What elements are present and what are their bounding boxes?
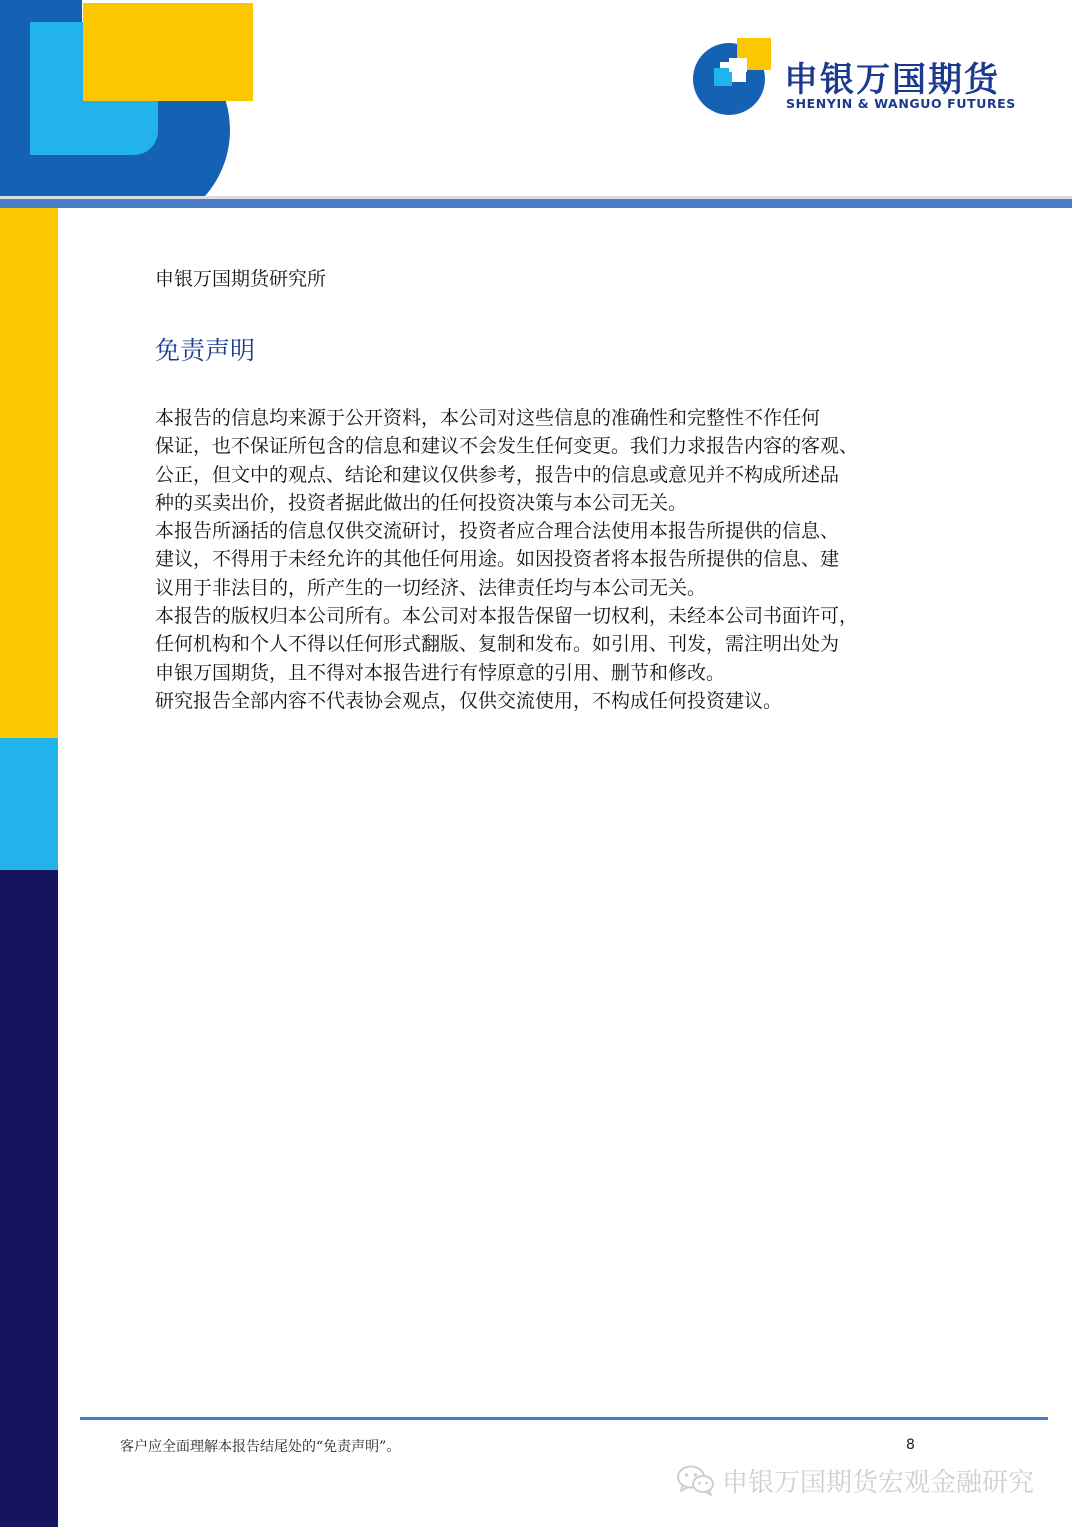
disclaimer-line: 议用于非法目的，所产生的一切经济、法律责任均与本公司无关。 [155, 576, 707, 599]
disclaimer-line: 任何机构和个人不得以任何形式翻版、复制和发布。如引用、刊发，需注明出处为 [155, 633, 840, 656]
footer-divider [80, 1417, 1048, 1420]
wechat-icon [676, 1464, 716, 1496]
header-decoration-yellow [83, 3, 253, 101]
sidebar-stripe-cyan [0, 738, 58, 870]
disclaimer-heading: 免责声明 [155, 336, 256, 365]
header-divider [0, 199, 1072, 208]
disclaimer-line: 研究报告全部内容不代表协会观点，仅供交流使用，不构成任何投资建议。 [155, 689, 783, 712]
disclaimer-line: 本报告的版权归本公司所有。本公司对本报告保留一切权利，未经本公司书面许可， [155, 605, 859, 628]
institute-name: 申银万国期货研究所 [155, 268, 327, 290]
footer-note: 客户应全面理解本报告结尾处的“免责声明”。 [120, 1439, 401, 1455]
logo-name-cn: 申银万国期货 [784, 60, 1000, 100]
watermark-text: 申银万国期货宏观金融研究 [722, 1467, 1035, 1498]
disclaimer-line: 建议，不得用于未经允许的其他任何用途。如因投资者将本报告所提供的信息、建 [155, 548, 840, 571]
sidebar-stripe-navy [0, 870, 58, 1527]
logo-name-en: SHENYIN & WANGUO FUTURES [786, 96, 1016, 111]
page-number: 8 [906, 1437, 915, 1453]
disclaimer-line: 保证，也不保证所包含的信息和建议不会发生任何变更。我们力求报告内容的客观、 [155, 435, 859, 458]
logo-mark-icon [692, 38, 772, 116]
disclaimer-line: 本报告所涵括的信息仅供交流研讨，投资者应合理合法使用本报告所提供的信息、 [155, 520, 840, 543]
disclaimer-line: 公正，但文中的观点、结论和建议仅供参考，报告中的信息或意见并不构成所述品 [155, 463, 840, 486]
disclaimer-line: 本报告的信息均来源于公开资料，本公司对这些信息的准确性和完整性不作任何 [155, 407, 821, 429]
disclaimer-line: 申银万国期货，且不得对本报告进行有悖原意的引用、删节和修改。 [155, 661, 726, 684]
disclaimer-line: 种的买卖出价，投资者据此做出的任何投资决策与本公司无关。 [155, 491, 688, 514]
disclaimer-body [155, 404, 945, 715]
wechat-watermark [676, 1460, 1034, 1500]
company-logo [692, 36, 1022, 116]
sidebar-stripe-yellow [0, 208, 58, 738]
